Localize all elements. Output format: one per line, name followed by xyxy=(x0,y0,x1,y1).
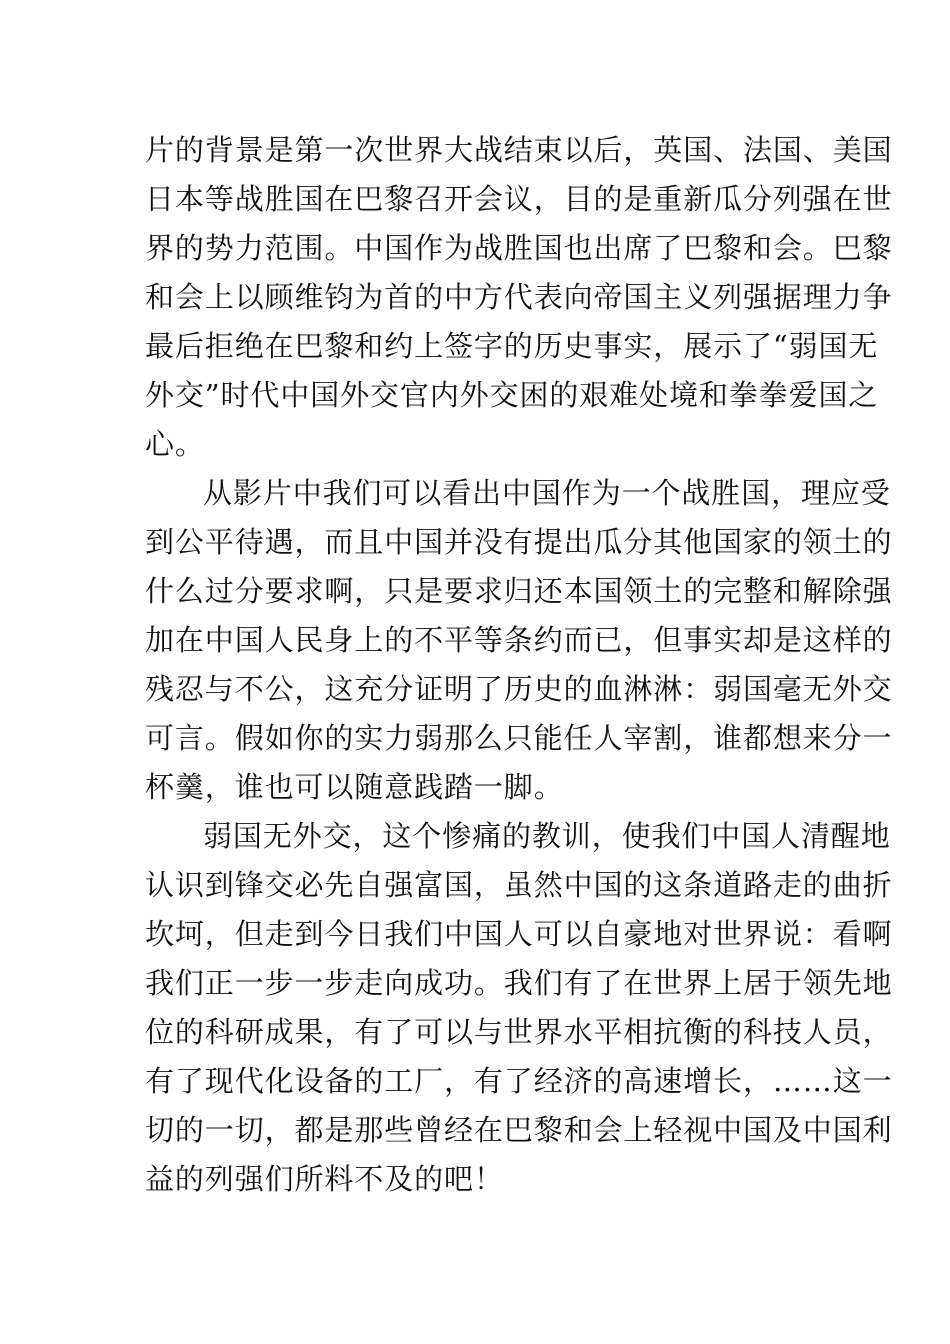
paragraph-1-line: 日本等战胜国在巴黎召开会议，目的是重新瓜分列强在世 xyxy=(145,182,893,216)
paragraph-3-line: 弱国无外交，这个惨痛的教训，使我们中国人清醒地 xyxy=(203,819,891,853)
document-body xyxy=(145,126,893,1204)
paragraph-2-line: 什么过分要求啊，只是要求归还本国领土的完整和解除强 xyxy=(145,574,893,608)
paragraph-2-line: 加在中国人民身上的不平等条约而已，但事实却是这样的 xyxy=(145,623,893,657)
paragraph-2-line: 残忍与不公，这充分证明了历史的血淋淋：弱国毫无外交 xyxy=(145,672,893,706)
paragraph-2-line: 从影片中我们可以看出中国作为一个战胜国，理应受 xyxy=(203,476,891,510)
paragraph-1-line: 界的势力范围。中国作为战胜国也出席了巴黎和会。巴黎 xyxy=(145,231,893,265)
paragraph-3-line: 位的科研成果，有了可以与世界水平相抗衡的科技人员， xyxy=(145,1015,893,1049)
paragraph-3-line: 我们正一步一步走向成功。我们有了在世界上居于领先地 xyxy=(145,966,893,1000)
paragraph-1-line: 心。 xyxy=(145,427,205,461)
paragraph-1-line: 外交”时代中国外交官内外交困的艰难处境和拳拳爱国之 xyxy=(145,378,879,412)
paragraph-1-line: 最后拒绝在巴黎和约上签字的历史事实，展示了“弱国无 xyxy=(145,329,879,363)
paragraph-2-line: 可言。假如你的实力弱那么只能任人宰割，谁都想来分一 xyxy=(145,721,893,755)
paragraph-3-line: 有了现代化设备的工厂，有了经济的高速增长，……这一 xyxy=(145,1064,893,1098)
paragraph-1-line: 片的背景是第一次世界大战结束以后，英国、法国、美国 xyxy=(145,133,893,167)
paragraph-3-line: 坎坷，但走到今日我们中国人可以自豪地对世界说：看啊 xyxy=(145,917,893,951)
paragraph-3-line: 切的一切，都是那些曾经在巴黎和会上轻视中国及中国利 xyxy=(145,1113,893,1147)
paragraph-3-line: 认识到锋交必先自强富国，虽然中国的这条道路走的曲折 xyxy=(145,868,893,902)
paragraph-1-line: 和会上以顾维钧为首的中方代表向帝国主义列强据理力争 xyxy=(145,280,893,314)
paragraph-2-line: 到公平待遇，而且中国并没有提出瓜分其他国家的领土的 xyxy=(145,525,893,559)
paragraph-2-line: 杯羹，谁也可以随意践踏一脚。 xyxy=(145,770,564,804)
paragraph-3-line: 益的列强们所料不及的吧！ xyxy=(145,1162,504,1196)
